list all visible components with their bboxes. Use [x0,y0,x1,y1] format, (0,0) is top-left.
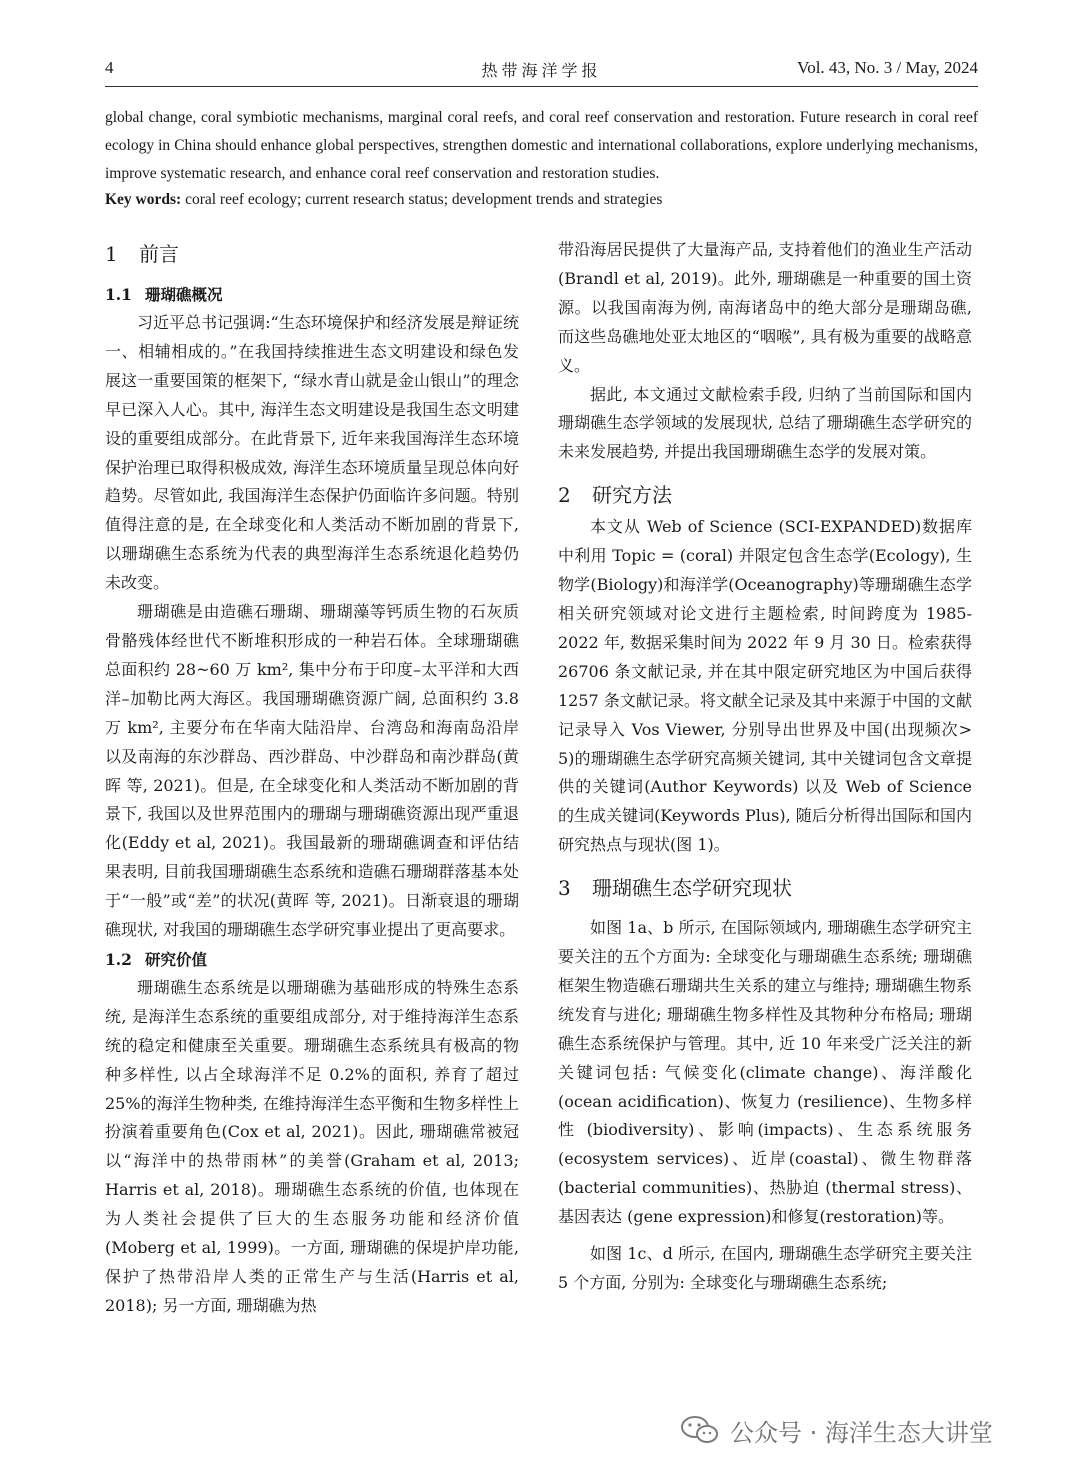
right-column [558,236,972,1298]
paragraph-continued: 带沿海居民提供了大量海产品, 支持着他们的渔业生产活动(Brandl et al, 2019)。此外, 珊瑚礁是一种重要的国土资源。以我国南海为例, 南海诸岛中的绝大部分是珊瑚岛礁, 而这些岛礁地处亚太地区的“咽喉”, 具有极为重要的战略意义。 [558,240,972,375]
keywords-text: coral reef ecology; current research status; development trends and strategies [181,191,663,208]
volume-info: Vol. 43, No. 3 / May, 2024 [797,58,978,77]
subsection-1-1-heading [105,280,519,309]
subsection-1-2-title: 研究价值 [145,949,208,969]
paragraph: 如图 1a、b 所示, 在国际领域内, 珊瑚礁生态学研究主要关注的五个方面为: 全球变化与珊瑚礁生态系统; 珊瑚礁框架生物造礁石珊瑚共生关系的建立与维持; 珊瑚礁生物系统发育与进化; 珊瑚礁生物多样性及其物种分布格局; 珊瑚礁生态系统保护与管理。其中, 近 10 年来受广泛关注的新关键词包括: 气候变化(climate change)、海洋酸化 (ocean acidification)、恢复力 (resilience)、生物多样性 (biodiversity)、影响(impacts)、生态系统服务 (ecosystem services)、近岸(coastal)、微生物群落 (bacterial communities)、热胁迫 (thermal stress)、基因表达 (gene expression)和修复(restoration)等。 [558,918,972,1227]
watermark-text: 公众号 · 海洋生态大讲堂 [730,1418,993,1447]
paragraph: 珊瑚礁生态系统是以珊瑚礁为基础形成的特殊生态系统, 是海洋生态系统的重要组成部分, 对于维持海洋生态系统的稳定和健康至关重要。珊瑚礁生态系统具有极高的物种多样性, 以占全球海洋不足 0.2%的面积, 养育了超过 25%的海洋生物种类, 在维持海洋生态平衡和生物多样性上扮演着重要角色(Cox et al, 2021)。因此, 珊瑚礁常被冠以“海洋中的热带雨林”的美誉(Graham et al, 2013; Harris et al, 2018)。珊瑚礁生态系统的价值, 也体现在为人类社会提供了巨大的生态服务功能和经济价值(Moberg et al, 1999)。一方面, 珊瑚礁的保堤护岸功能, 保护了热带沿岸人类的正常生产与生活(Harris et al, 2018); 另一方面, 珊瑚礁为热 [105,977,519,1315]
header-rule [105,86,978,87]
section-2-title: 研究方法 [592,483,672,508]
watermark [680,1410,1060,1450]
running-header [105,58,978,84]
section-1-heading [105,236,519,272]
journal-name: 热带海洋学报 [481,61,602,80]
paragraph: 本文从 Web of Science (SCI-EXPANDED)数据库中利用 Topic = (coral) 并限定包含生态学(Ecology), 生物学(Biology)和海洋学(Oceanography)等珊瑚礁生态学相关研究领域对论文进行主题检索, 时间跨度为 1985-2022 年, 数据采集时间为 2022 年 9 月 30 日。检索获得 26706 条文献记录, 并在其中限定研究地区为中国后获得 1257 条文献记录。将文献全记录及其中来源于中国的文献记录导入 Vos Viewer, 分别导出世界及中国(出现频次> 5)的珊瑚礁生态学研究高频关键词, 其中关键词包含文章提供的关键词(Author Keywords) 以及 Web of Science 的生成关键词(Keywords Plus), 随后分析得出国际和国内研究热点与现状(图 1)。 [558,517,972,855]
abstract-tail: global change, coral symbiotic mechanisms, marginal coral reefs, and coral reef conservation and restoration. Future research in coral reef ecology in China should enhance global perspectives, strengthen domestic and international collaborations, explore underlying mechanisms, improve systematic research, and enhance coral reef conservation and restoration studies. [105,109,978,182]
keywords-label: Key words: [105,191,182,208]
section-1-number: 1 [105,242,118,266]
section-2-number: 2 [558,483,571,508]
subsection-1-2-number: 1.2 [105,949,132,969]
section-3-title: 珊瑚礁生态学研究现状 [592,876,792,901]
page-number: 4 [105,58,114,77]
keywords [105,188,978,212]
section-3-number: 3 [558,876,571,901]
paragraph: 习近平总书记强调:“生态环境保护和经济发展是辩证统一、相辅相成的。”在我国持续推进生态文明建设和绿色发展这一重要国策的框架下, “绿水青山就是金山银山”的理念早已深入人心。其中, 海洋生态文明建设是我国生态文明建设的重要组成部分。在此背景下, 近年来我国海洋生态环境保护治理已取得积极成效, 海洋生态环境质量呈现总体向好趋势。尽管如此, 我国海洋生态保护仍面临许多问题。特别值得注意的是, 在全球变化和人类活动不断加剧的背景下, 以珊瑚礁生态系统为代表的典型海洋生态系统退化趋势仍未改变。 [105,313,519,593]
paragraph: 珊瑚礁是由造礁石珊瑚、珊瑚藻等钙质生物的石灰质骨骼残体经世代不断堆积形成的一种岩石体。全球珊瑚礁总面积约 28~60 万 km², 集中分布于印度–太平洋和大西洋–加勒比两大海区。我国珊瑚礁资源广阔, 总面积约 3.8 万 km², 主要分布在华南大陆沿岸、台湾岛和海南岛沿岸以及南海的东沙群岛、西沙群岛、中沙群岛和南沙群岛(黄晖 等, 2021)。但是, 在全球变化和人类活动不断加剧的背景下, 我国以及世界范围内的珊瑚与珊瑚礁资源出现严重退化(Eddy et al, 2021)。我国最新的珊瑚礁调查和评估结果表明, 目前我国珊瑚礁生态系统和造礁石珊瑚群落基本处于“一般”或“差”的状况(黄晖 等, 2021)。日渐衰退的珊瑚礁现状, 对我国的珊瑚礁生态学研究事业提出了更高要求。 [105,602,519,940]
subsection-1-2-heading [105,945,519,974]
section-2-heading [558,477,972,513]
paragraph: 据此, 本文通过文献检索手段, 归纳了当前国际和国内珊瑚礁生态学领域的发展现状, 总结了珊瑚礁生态学研究的未来发展趋势, 并提出我国珊瑚礁生态学的发展对策。 [558,384,972,462]
section-1-title: 前言 [139,242,179,266]
section-3-heading [558,870,972,906]
left-column [105,236,519,1321]
wechat-icon [680,1414,720,1446]
subsection-1-1-number: 1.1 [105,285,132,304]
subsection-1-1-title: 珊瑚礁概况 [145,285,223,304]
paragraph: 如图 1c、d 所示, 在国内, 珊瑚礁生态学研究主要关注 5 个方面, 分别为: 全球变化与珊瑚礁生态系统; [558,1244,972,1292]
